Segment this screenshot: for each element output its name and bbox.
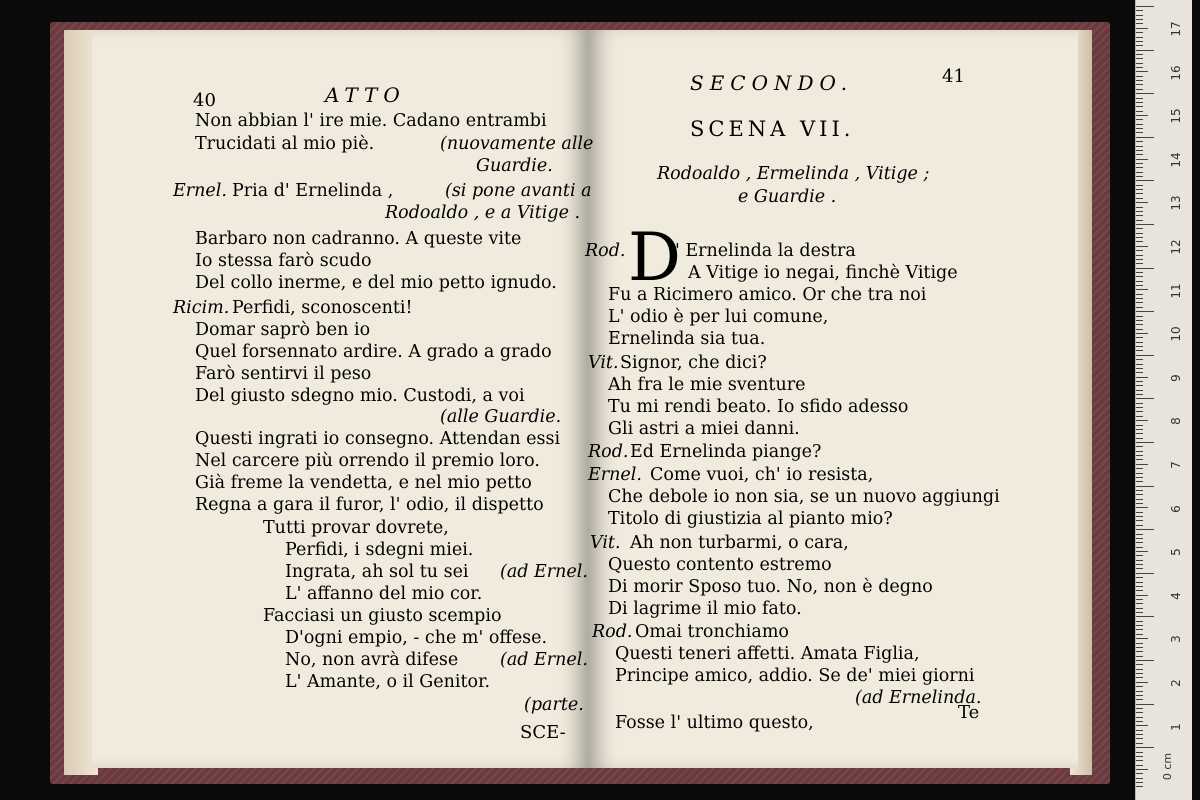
ruler-tick (1136, 773, 1143, 774)
ruler-tick (1136, 612, 1143, 613)
ruler-tick (1136, 525, 1143, 526)
ruler-tick (1136, 202, 1148, 203)
left-page-line: D'ogni empio, - che m' offese. (285, 628, 548, 648)
ruler-tick (1136, 638, 1148, 639)
ruler-tick (1136, 316, 1143, 317)
ruler-tick (1136, 573, 1154, 574)
right-page-line: A Vitige io negai, finchè Vitige (688, 263, 958, 283)
right-page-line: Di lagrime il mio fato. (608, 599, 802, 619)
ruler-number: 6 (1169, 504, 1183, 513)
ruler-number: 10 (1169, 326, 1183, 342)
ruler-tick (1136, 71, 1148, 72)
left-page-line: (ad Ernel. (500, 562, 588, 582)
ruler-tick (1136, 512, 1143, 513)
right-page-line: Signor, che dici? (620, 353, 767, 373)
ruler-tick (1136, 211, 1143, 212)
ruler-tick (1136, 180, 1154, 181)
ruler-tick (1136, 734, 1143, 735)
ruler-tick (1136, 172, 1143, 173)
left-page-line: Non abbian l' ire mie. Cadano entrambi (195, 111, 547, 131)
left-page-line: Ingrata, ah sol tu sei (285, 562, 469, 582)
ruler-tick (1136, 41, 1143, 42)
ruler-tick (1136, 486, 1154, 487)
ruler-tick (1136, 324, 1143, 325)
right-page-line: Ed Ernelinda piange? (630, 442, 822, 462)
ruler-tick (1136, 547, 1143, 548)
ruler-tick (1136, 355, 1154, 356)
ruler-tick (1136, 289, 1148, 290)
ruler-tick (1136, 337, 1143, 338)
ruler-tick (1136, 359, 1143, 360)
ruler-tick (1136, 276, 1143, 277)
right-page-line: Titolo di giustizia al pianto mio? (608, 509, 893, 529)
drop-cap: D (628, 219, 681, 296)
left-page-line: (nuovamente alle (440, 134, 594, 154)
ruler-tick (1136, 407, 1143, 408)
ruler-tick (1136, 756, 1143, 757)
ruler-tick (1136, 411, 1143, 412)
ruler-tick (1136, 551, 1148, 552)
ruler-number: 9 (1169, 373, 1183, 382)
ruler-tick (1136, 577, 1143, 578)
left-page-line: Facciasi un giusto scempio (263, 606, 502, 626)
ruler-tick (1136, 137, 1154, 138)
ruler-tick (1136, 272, 1143, 273)
ruler-tick (1136, 747, 1154, 748)
ruler-tick (1136, 699, 1143, 700)
ruler-tick (1136, 237, 1143, 238)
ruler-tick (1136, 416, 1143, 417)
ruler-tick (1136, 246, 1148, 247)
right-running-head: SECONDO. (690, 71, 854, 95)
left-page-line: (alle Guardie. (440, 407, 562, 427)
ruler-tick (1136, 704, 1154, 705)
ruler-tick (1136, 368, 1143, 369)
right-page-line: L' odio è per lui comune, (608, 307, 829, 327)
ruler-tick (1136, 154, 1143, 155)
ruler-tick (1136, 398, 1154, 399)
ruler-tick (1136, 455, 1143, 456)
ruler-tick (1136, 433, 1143, 434)
right-catchword: Te (958, 702, 980, 723)
left-page-line: L' Amante, o il Genitor. (285, 672, 491, 692)
ruler-tick (1136, 6, 1154, 7)
ruler-tick (1136, 329, 1143, 330)
ruler-tick (1136, 629, 1143, 630)
ruler-tick (1136, 128, 1143, 129)
ruler-tick (1136, 677, 1143, 678)
ruler-tick (1136, 651, 1143, 652)
ruler-tick (1136, 19, 1143, 20)
ruler-tick (1136, 58, 1143, 59)
left-page-line: Nel carcere più orrendo il premio loro. (195, 451, 540, 471)
ruler-tick (1136, 507, 1148, 508)
ruler-tick (1136, 119, 1143, 120)
ruler-tick (1136, 520, 1143, 521)
ruler-tick (1136, 647, 1143, 648)
ruler-tick (1136, 725, 1148, 726)
right-page-line: Vit. (590, 533, 621, 553)
ruler-tick (1136, 499, 1143, 500)
left-page-line: Io stessa farò scudo (195, 251, 372, 271)
right-page-line: Gli astri a miei danni. (608, 419, 800, 439)
left-catchword: SCE- (520, 722, 566, 743)
right-page-line: Rod. (592, 622, 633, 642)
ruler-tick (1136, 259, 1143, 260)
right-page-line: Vit. (588, 353, 619, 373)
ruler-tick (1136, 37, 1143, 38)
ruler-tick (1136, 193, 1143, 194)
ruler-tick (1136, 459, 1143, 460)
ruler-tick (1136, 717, 1143, 718)
left-page-line: (parte. (524, 695, 584, 715)
ruler-tick (1136, 660, 1154, 661)
ruler-tick (1136, 394, 1143, 395)
ruler-tick (1136, 320, 1143, 321)
ruler-tick (1136, 307, 1143, 308)
left-page-line: Domar saprò ben io (195, 320, 371, 340)
ruler-tick (1136, 446, 1143, 447)
ruler-tick (1136, 10, 1143, 11)
ruler-tick (1136, 372, 1143, 373)
right-page-line: Di morir Sposo tuo. No, non è degno (608, 577, 933, 597)
left-page-line: Pria d' Ernelinda , (232, 181, 394, 201)
ruler-tick (1136, 778, 1143, 779)
ruler-tick (1136, 111, 1143, 112)
ruler-tick (1136, 98, 1143, 99)
ruler-tick (1136, 220, 1143, 221)
ruler-tick (1136, 84, 1143, 85)
ruler-tick (1136, 89, 1143, 90)
left-page-line: Guardie. (476, 156, 553, 176)
ruler-tick (1136, 634, 1143, 635)
left-page-line: (si pone avanti a (445, 181, 592, 201)
ruler-number: 13 (1169, 195, 1183, 212)
ruler-tick (1136, 603, 1143, 604)
ruler-tick (1136, 608, 1143, 609)
ruler-tick (1136, 669, 1143, 670)
ruler-tick (1136, 23, 1143, 24)
ruler-tick (1136, 494, 1143, 495)
left-page-line: Ricim. (173, 298, 230, 318)
left-page-line: Perfidi, sconoscenti! (232, 298, 413, 318)
right-page-line: Tu mi rendi beato. Io sfido adesso (608, 397, 909, 417)
ruler-tick (1136, 769, 1148, 770)
ruler-tick (1136, 782, 1143, 783)
ruler-tick (1136, 163, 1143, 164)
right-page-number: 41 (942, 66, 965, 87)
ruler-tick (1136, 599, 1143, 600)
right-page-line: Ernel. (588, 465, 642, 485)
ruler-number: 15 (1169, 108, 1183, 124)
ruler-tick (1136, 760, 1143, 761)
right-page-line: ' Ernelinda la destra (675, 241, 856, 261)
left-page-line: Regna a gara il furor, l' odio, il dispetto (195, 495, 544, 515)
ruler-tick (1136, 255, 1143, 256)
ruler-tick (1136, 294, 1143, 295)
ruler-tick (1136, 146, 1143, 147)
left-page-line: L' affanno del mio cor. (285, 584, 483, 604)
ruler-tick (1136, 241, 1143, 242)
ruler-tick (1136, 263, 1143, 264)
ruler-tick (1136, 752, 1143, 753)
ruler-tick (1136, 425, 1143, 426)
ruler-tick (1136, 560, 1143, 561)
ruler-tick (1136, 708, 1143, 709)
scene-title: SCENA VII. (690, 117, 855, 141)
ruler-tick (1136, 281, 1143, 282)
right-page-line: Ernelinda sia tua. (608, 329, 766, 349)
ruler-tick (1136, 63, 1143, 64)
ruler-number: 8 (1169, 417, 1183, 426)
ruler-tick (1136, 481, 1143, 482)
ruler-tick (1136, 542, 1143, 543)
ruler-tick (1136, 464, 1148, 465)
left-page-line: Tutti provar dovrete, (263, 518, 449, 538)
ruler-tick (1136, 765, 1143, 766)
left-page-number: 40 (193, 90, 216, 111)
ruler-number: 17 (1169, 21, 1183, 37)
right-page-line: Rod. (588, 442, 629, 462)
ruler-tick (1136, 451, 1143, 452)
ruler-tick (1136, 102, 1143, 103)
ruler-tick (1136, 721, 1143, 722)
left-page-line: Rodoaldo , e a Vitige . (385, 203, 581, 223)
right-page-line: Questo contento estremo (608, 555, 832, 575)
ruler-tick (1136, 28, 1148, 29)
ruler-tick (1136, 442, 1154, 443)
ruler-tick (1136, 333, 1148, 334)
ruler-tick (1136, 468, 1143, 469)
ruler-tick (1136, 686, 1143, 687)
ruler-tick (1136, 377, 1148, 378)
ruler-number: 1 (1169, 722, 1183, 731)
ruler-tick (1136, 586, 1143, 587)
ruler-number: 16 (1169, 64, 1183, 81)
ruler-tick (1136, 215, 1143, 216)
ruler-number: 3 (1169, 635, 1183, 644)
ruler-tick (1136, 673, 1143, 674)
ruler-tick (1136, 477, 1143, 478)
ruler-tick (1136, 364, 1143, 365)
left-page-line: Perfidi, i sdegni miei. (285, 540, 474, 560)
ruler-tick (1136, 150, 1143, 151)
ruler-tick (1136, 115, 1148, 116)
cast-line-2: e Guardie . (738, 187, 837, 207)
ruler-tick (1136, 429, 1143, 430)
ruler-tick (1136, 233, 1143, 234)
ruler-tick (1136, 438, 1143, 439)
ruler-number: 11 (1169, 282, 1183, 299)
right-page-line: Ah non turbarmi, o cara, (630, 533, 849, 553)
left-page-line: Barbaro non cadranno. A queste vite (195, 229, 522, 249)
ruler-tick (1136, 564, 1143, 565)
ruler-tick (1136, 385, 1143, 386)
ruler-tick (1136, 682, 1148, 683)
ruler-tick (1136, 228, 1143, 229)
ruler-number: 2 (1169, 679, 1183, 687)
left-page-line: Quel forsennato ardire. A grado a grado (195, 342, 552, 362)
ruler-tick (1136, 159, 1148, 160)
ruler-tick (1136, 302, 1143, 303)
left-page-line: Farò sentirvi il peso (195, 364, 372, 384)
ruler-tick (1136, 595, 1148, 596)
ruler-tick (1136, 45, 1143, 46)
ruler-tick (1136, 342, 1143, 343)
ruler-number: 14 (1169, 152, 1183, 168)
ruler-tick (1136, 250, 1143, 251)
ruler-tick (1136, 625, 1143, 626)
right-page-line: Fosse l' ultimo questo, (615, 713, 814, 733)
ruler-tick (1136, 738, 1143, 739)
ruler-tick (1136, 691, 1143, 692)
left-page-line: Del giusto sdegno mio. Custodi, a voi (195, 386, 525, 406)
ruler-tick (1136, 346, 1143, 347)
ruler-tick (1136, 516, 1143, 517)
right-page-line: Ah fra le mie sventure (608, 375, 806, 395)
left-running-head: ATTO (325, 83, 406, 107)
ruler-tick (1136, 664, 1143, 665)
ruler-tick (1136, 786, 1143, 787)
ruler-tick (1136, 311, 1154, 312)
ruler-tick (1136, 695, 1143, 696)
ruler-tick (1136, 730, 1143, 731)
ruler-tick (1136, 590, 1143, 591)
ruler-tick (1136, 32, 1143, 33)
ruler-number: 4 (1169, 591, 1183, 600)
ruler-tick (1136, 67, 1143, 68)
ruler-number: 7 (1169, 461, 1183, 469)
ruler-tick (1136, 503, 1143, 504)
ruler-tick (1136, 712, 1143, 713)
ruler-tick (1136, 643, 1143, 644)
ruler-tick (1136, 141, 1143, 142)
ruler-tick (1136, 132, 1143, 133)
ruler-tick (1136, 50, 1154, 51)
right-page-line: Omai tronchiamo (635, 622, 789, 642)
ruler-tick (1136, 106, 1143, 107)
ruler-tick (1136, 268, 1154, 269)
ruler-tick (1136, 54, 1143, 55)
ruler-tick (1136, 15, 1143, 16)
ruler-tick (1136, 207, 1143, 208)
left-page-line: Ernel. (173, 181, 227, 201)
ruler-tick (1136, 76, 1143, 77)
right-page-line: Questi teneri affetti. Amata Figlia, (615, 644, 920, 664)
ruler-tick (1136, 743, 1143, 744)
ruler-tick (1136, 621, 1143, 622)
ruler-tick (1136, 185, 1143, 186)
ruler-tick (1136, 298, 1143, 299)
ruler-tick (1136, 534, 1143, 535)
ruler-tick (1136, 490, 1143, 491)
ruler-tick (1136, 350, 1143, 351)
ruler-tick (1136, 616, 1154, 617)
ruler-tick (1136, 582, 1143, 583)
ruler-tick (1136, 124, 1143, 125)
ruler-tick (1136, 473, 1143, 474)
ruler-tick (1136, 420, 1148, 421)
ruler-tick (1136, 390, 1143, 391)
left-page-line: (ad Ernel. (500, 650, 588, 670)
left-page-line: Questi ingrati io consegno. Attendan essi (195, 429, 561, 449)
right-page-line: Principe amico, addio. Se de' miei giorni (615, 666, 975, 686)
ruler-number: 12 (1169, 239, 1183, 255)
scale-ruler (1135, 0, 1192, 800)
ruler-tick (1136, 189, 1143, 190)
ruler-tick (1136, 538, 1143, 539)
ruler-tick (1136, 656, 1143, 657)
ruler-tick (1136, 198, 1143, 199)
ruler-unit-label: 0 cm (1161, 752, 1175, 781)
right-page-line: Fu a Ricimero amico. Or che tra noi (608, 285, 927, 305)
right-page-line: Come vuoi, ch' io resista, (650, 465, 874, 485)
right-page-line: Rod. (585, 241, 626, 261)
left-page-line: No, non avrà difese (285, 650, 459, 670)
ruler-tick (1136, 93, 1154, 94)
ruler-tick (1136, 555, 1143, 556)
right-page-line: Che debole io non sia, se un nuovo aggiungi (608, 487, 1000, 507)
left-page-line: Già freme la vendetta, e nel mio petto (195, 473, 532, 493)
ruler-tick (1136, 80, 1143, 81)
ruler-number: 5 (1169, 548, 1183, 557)
right-page-line: (ad Ernelinda. (855, 688, 982, 708)
ruler-tick (1136, 176, 1143, 177)
ruler-tick (1136, 568, 1143, 569)
left-page-line: Trucidati al mio piè. (195, 134, 375, 154)
ruler-tick (1136, 285, 1143, 286)
ruler-tick (1136, 403, 1143, 404)
ruler-tick (1136, 167, 1143, 168)
ruler-tick (1136, 224, 1154, 225)
left-page-line: Del collo inerme, e del mio petto ignudo. (195, 273, 557, 293)
ruler-tick (1136, 529, 1154, 530)
cast-line-1: Rodoaldo , Ermelinda , Vitige ; (657, 164, 930, 184)
ruler-tick (1136, 381, 1143, 382)
